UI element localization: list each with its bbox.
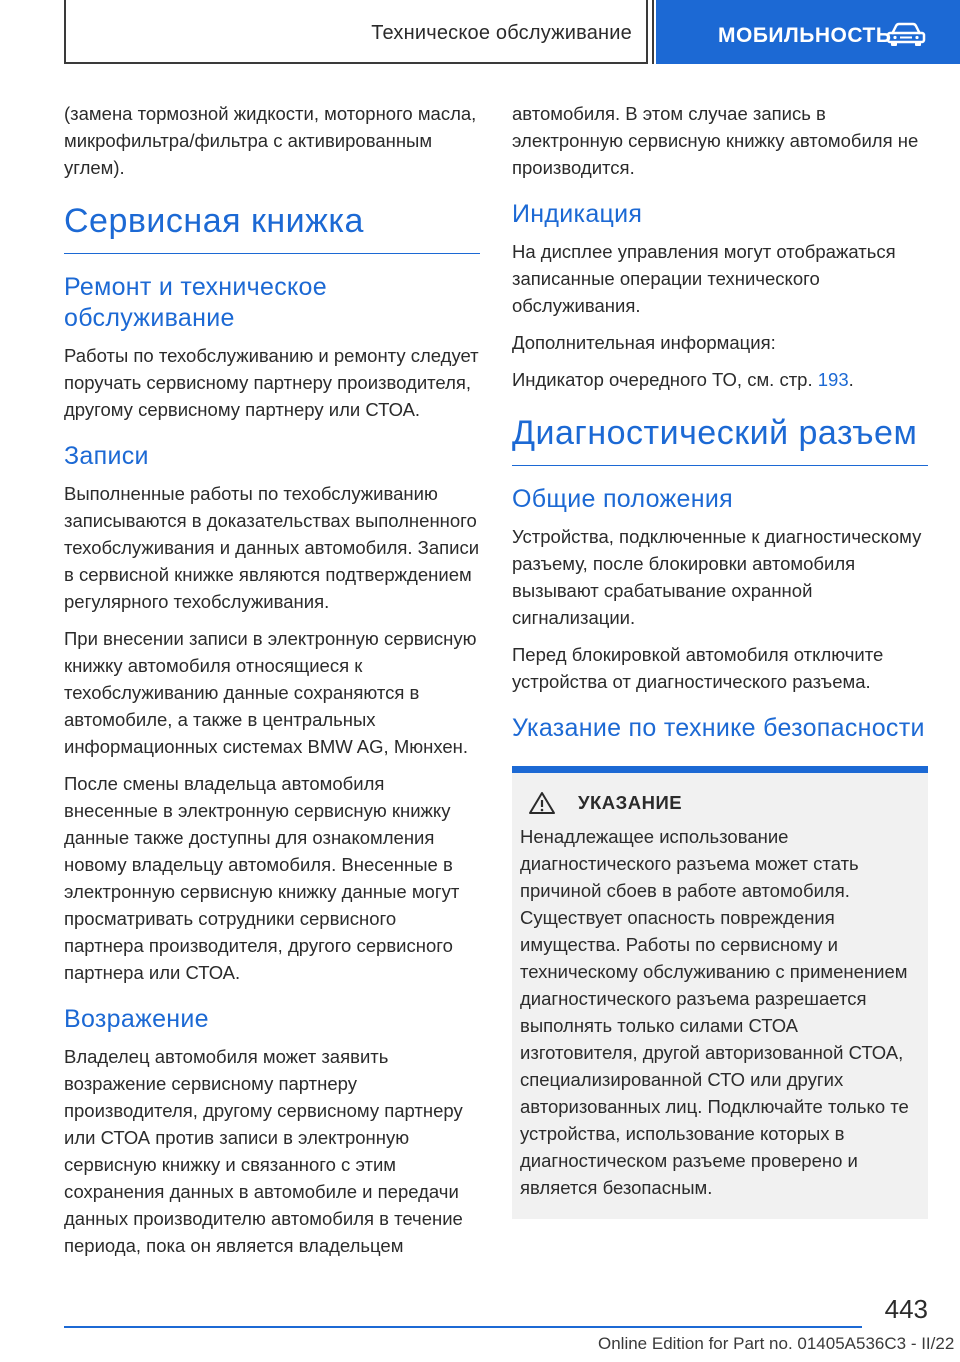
header-divider	[652, 0, 654, 64]
header-section-box	[64, 0, 648, 64]
indicator-reference	[512, 366, 928, 393]
indicator-text: Индикатор очередного ТО, см. стр.	[512, 369, 818, 390]
heading-service-book: Сервисная книжка	[64, 201, 480, 254]
edition-text: Online Edition for Part no. 01405A536C3 - II/22	[598, 1334, 955, 1353]
left-column	[64, 100, 480, 1269]
page-number: 443	[884, 1294, 928, 1324]
section-title: Техническое обслуживание	[371, 22, 632, 44]
records-text-2: При внесении записи в электронную сервисную книжку автомобиля относящиеся к техобслуживанию данные сохраняются в автомобиле, а также в центральных информационных системах BMW AG, Мюнхен.	[64, 628, 477, 757]
display-text: На дисплее управления могут отображаться записанные операции технического обслуживания.	[512, 241, 896, 316]
continuation-text: автомобиля. В этом случае запись в электронную сервисную книжку автомобиля не производится.	[512, 103, 919, 178]
footer-line	[64, 1326, 862, 1328]
repair-text: Работы по техобслуживанию и ремонту следует поручать сервисному партнеру производителя, другому сервисному партнеру или СТОА.	[64, 345, 479, 420]
records-text-1: Выполненные работы по техобслуживанию записываются в доказательствах выполненного техобслуживания и данных автомобиля. Записи в сервисной книжке являются подтверждением регулярного техобслуживания.	[64, 483, 480, 612]
notice-title: УКАЗАНИЕ	[578, 792, 683, 813]
right-column	[512, 100, 928, 1219]
chapter-label: МОБИЛЬНОСТЬ	[718, 24, 892, 47]
notice-box	[512, 766, 928, 1219]
heading-records: Записи	[64, 442, 149, 470]
objection-text: Владелец автомобиля может заявить возражение сервисному партнеру производителя, другому сервисному партнеру или СТОА против записи в электронную сервисную книжку и связанного с этим сохранения данных в автомобиле и передачи данных производителю автомобиля в течение периода, пока он является владельцем	[64, 1046, 463, 1256]
records-text-3: После смены владельца автомобиля внесенные в электронную сервисную книжку данные также доступны для ознакомления новому владельцу автомобиля. Внесенные в электронную сервисную книжку данные могут просматривать сотрудники сервисного партнера производителя, другого сервисного партнера или СТОА.	[64, 773, 460, 983]
heading-display: Индикация	[512, 200, 643, 228]
heading-general: Общие положения	[512, 485, 733, 513]
car-icon	[886, 22, 926, 48]
heading-safety: Указание по технике безопасности	[512, 714, 925, 742]
general-text-2: Перед блокировкой автомобиля отключите устройства от диагностического разъема.	[512, 644, 884, 692]
general-text-1: Устройства, подключенные к диагностическому разъему, после блокировки автомобиля вызывают срабатывание охранной сигнализации.	[512, 526, 922, 628]
warning-icon	[528, 791, 556, 815]
chapter-tab[interactable]	[656, 0, 960, 64]
heading-objection: Возражение	[64, 1005, 209, 1033]
indicator-end: .	[848, 369, 854, 390]
page-link[interactable]: 193	[817, 369, 849, 390]
more-info-text: Дополнительная информация:	[512, 332, 776, 353]
notice-header	[520, 791, 920, 815]
notice-text: Ненадлежащее использование диагностического разъема может стать причиной сбоев в работе автомобиля. Существует опасность повреждения имущества. Работы по сервисному и техническому обслуживанию с применением диагностического разъема разрешается выполнять только силами СТОА изготовителя, другой авторизованной СТОА, специализированной СТО или других авторизованных лиц. Подключайте только те устройства, использование которых в диагностическом разъеме проверено и является безопасным.	[520, 826, 909, 1198]
heading-diagnostic-socket: Диагностический разъем	[512, 413, 928, 466]
intro-text: (замена тормозной жидкости, моторного масла, микрофильтра/фильтра с активированным углем).	[64, 103, 477, 178]
heading-repair: Ремонт и техническое обслуживание	[64, 273, 327, 332]
